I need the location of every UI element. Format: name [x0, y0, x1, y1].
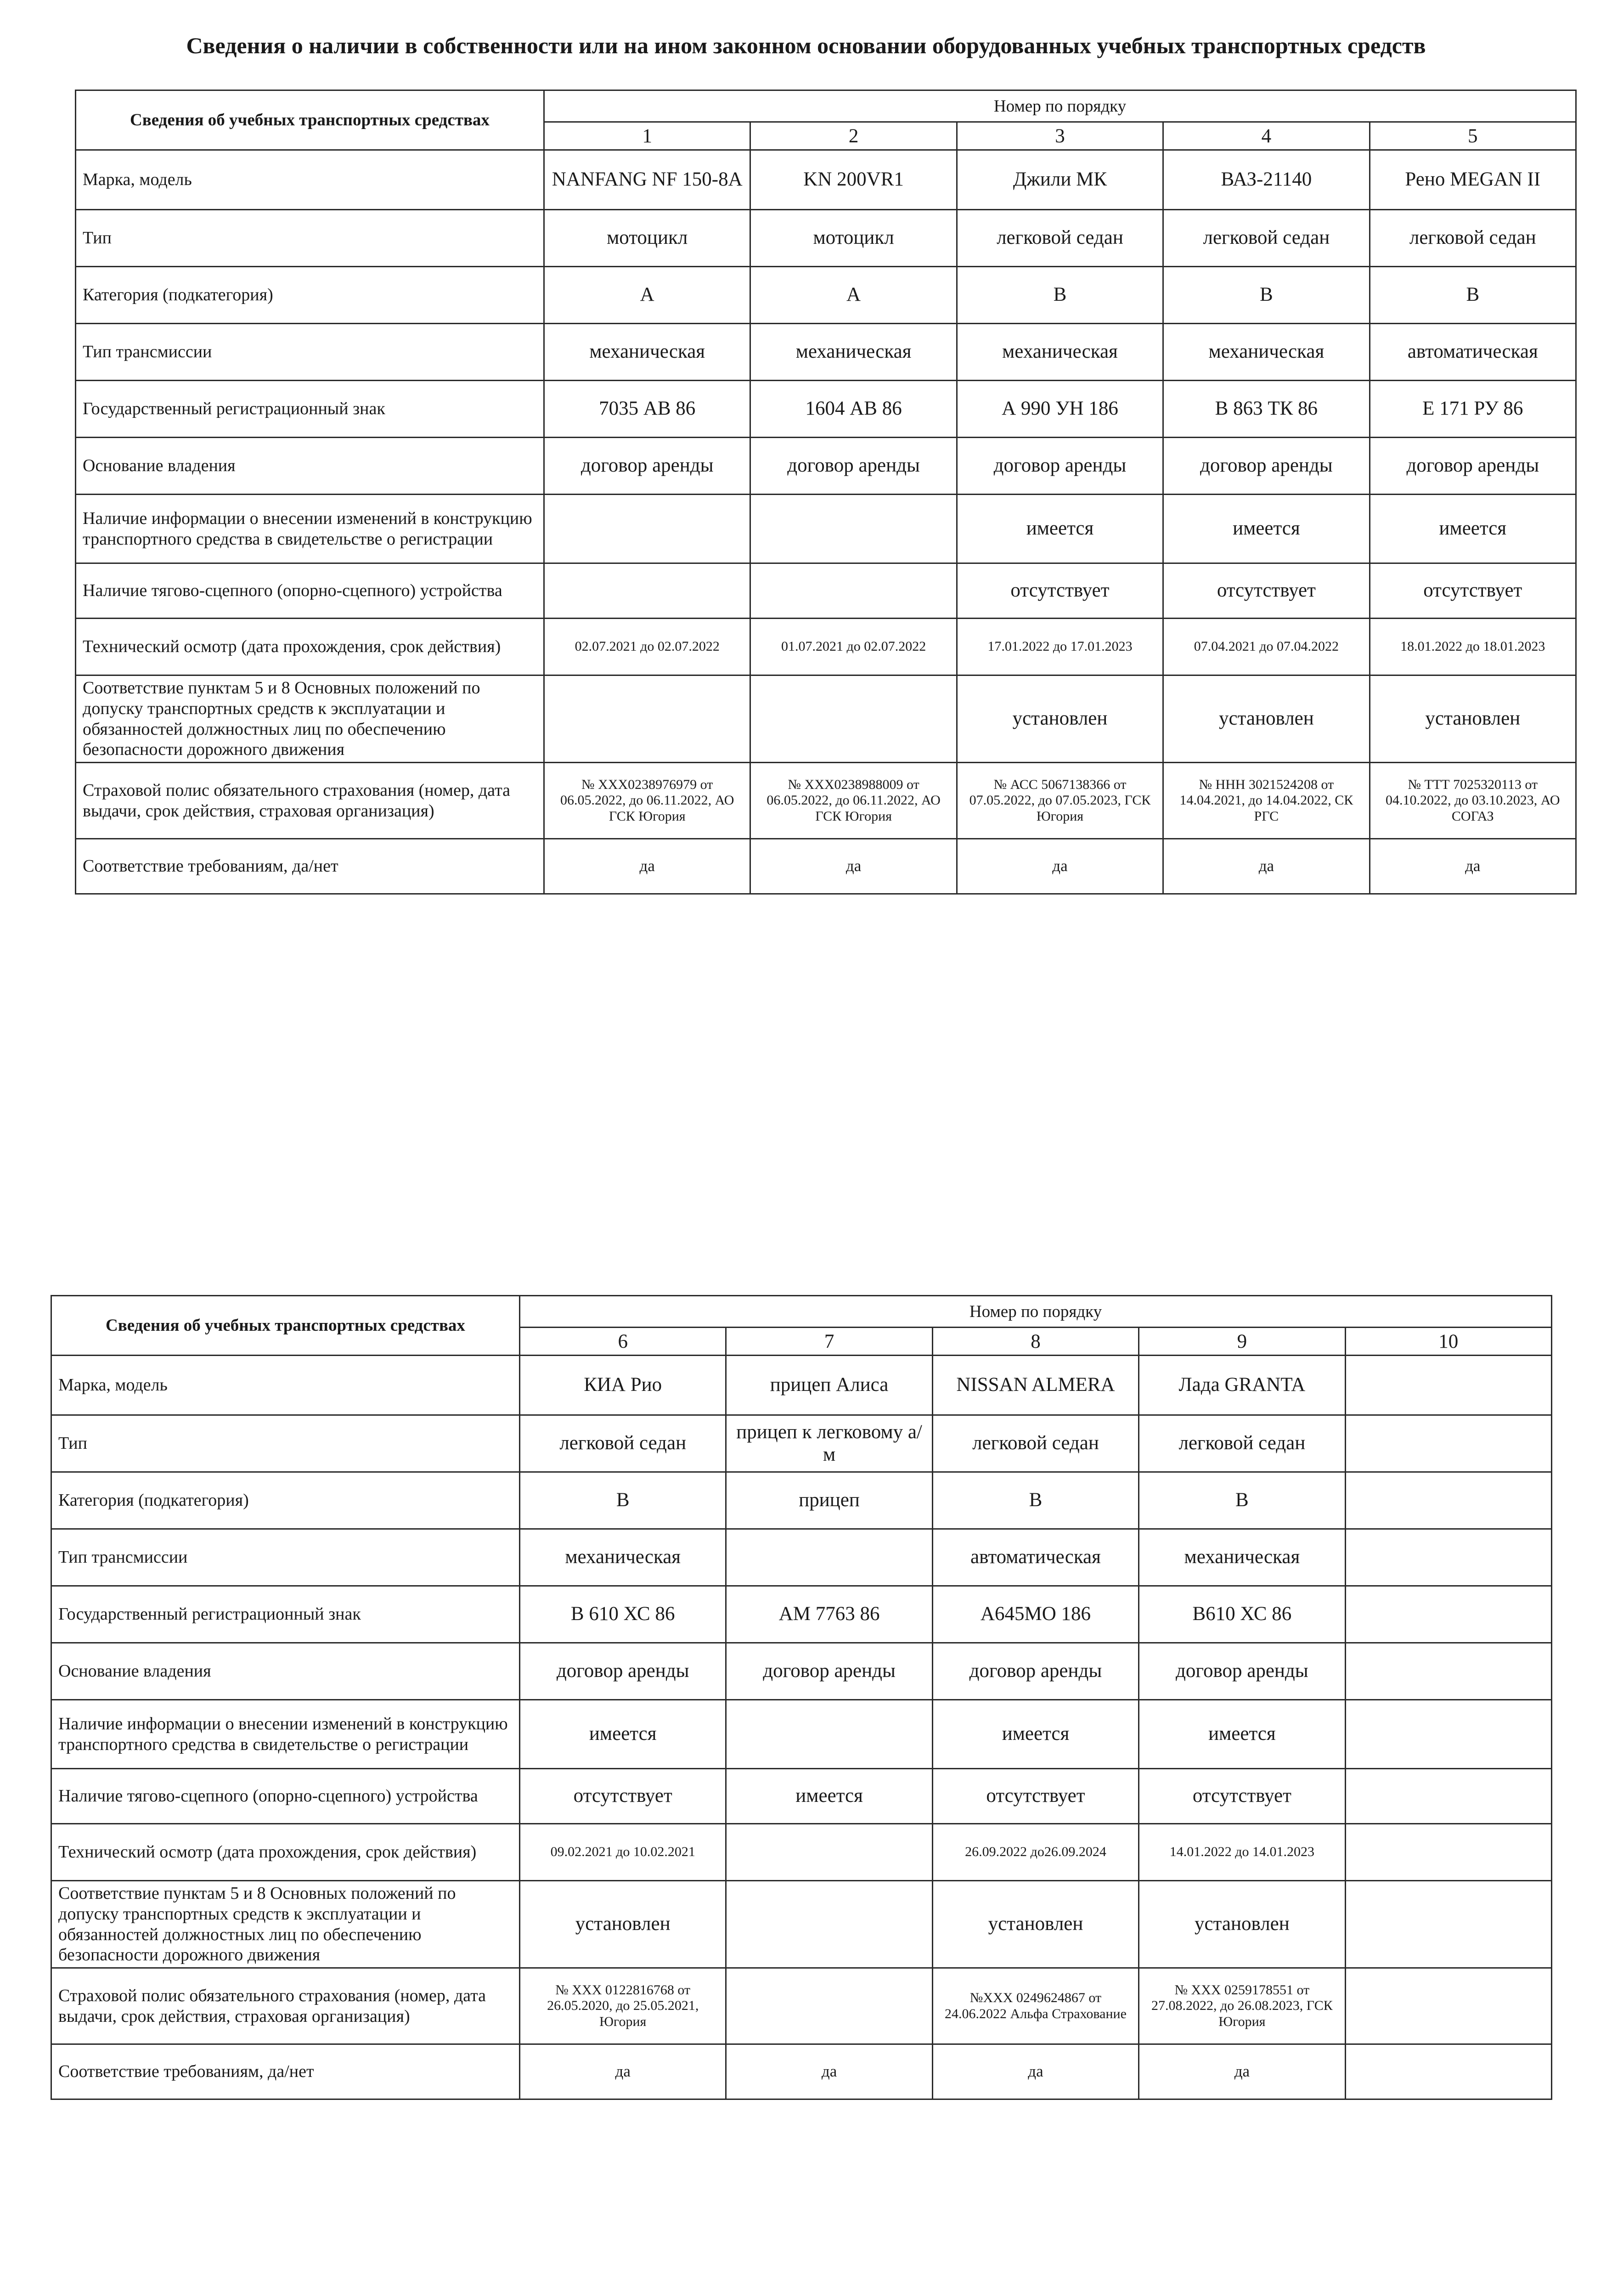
- table-cell: механическая: [1163, 324, 1370, 381]
- table-cell: АМ 7763 86: [726, 1586, 932, 1643]
- row-label: Основание владения: [76, 438, 544, 495]
- table-cell: 02.07.2021 до 02.07.2022: [544, 619, 750, 675]
- table-cell: NANFANG NF 150-8A: [544, 150, 750, 210]
- table-cell: имеется: [1370, 495, 1576, 563]
- table-cell: установлен: [1163, 675, 1370, 763]
- table-cell: мотоцикл: [750, 210, 957, 267]
- table-cell: автоматическая: [932, 1529, 1139, 1586]
- row-label: Наличие информации о внесении изменений в конструкцию транспортного средства в свидетельстве о регистрации: [51, 1700, 520, 1769]
- column-number: 10: [1345, 1328, 1551, 1356]
- table-cell: KN 200VR1: [750, 150, 957, 210]
- table-row: [76, 210, 1576, 267]
- table-cell: [1345, 1356, 1551, 1415]
- table-row: [51, 1586, 1552, 1643]
- table-cell: B: [1163, 267, 1370, 324]
- table-row: [76, 563, 1576, 619]
- row-label: Тип трансмиссии: [51, 1529, 520, 1586]
- table-row: [76, 438, 1576, 495]
- table-cell: прицеп Алиса: [726, 1356, 932, 1415]
- table-cell: отсутствует: [1139, 1769, 1345, 1824]
- row-label: Тип трансмиссии: [76, 324, 544, 381]
- number-header: Номер по порядку: [520, 1296, 1552, 1328]
- table-cell: В 610 ХС 86: [520, 1586, 726, 1643]
- table-cell: прицеп к легковому а/м: [726, 1415, 932, 1472]
- row-label: Технический осмотр (дата прохождения, срок действия): [51, 1824, 520, 1881]
- table-row: [51, 1968, 1552, 2044]
- table-cell: договор аренды: [1370, 438, 1576, 495]
- table-cell: установлен: [1139, 1881, 1345, 1968]
- table-cell: легковой седан: [1139, 1415, 1345, 1472]
- table-cell: договор аренды: [544, 438, 750, 495]
- table-cell: автоматическая: [1370, 324, 1576, 381]
- table-cell: легковой седан: [1370, 210, 1576, 267]
- table-cell: [1345, 1881, 1551, 1968]
- number-header: Номер по порядку: [544, 90, 1576, 122]
- table-row: [51, 1643, 1552, 1700]
- table-cell: B: [932, 1472, 1139, 1529]
- table-cell: [1345, 1415, 1551, 1472]
- table-cell: механическая: [957, 324, 1163, 381]
- row-label: Соответствие пунктам 5 и 8 Основных положений по допуску транспортных средств к эксплуатации и обязанностей должностных лиц по обеспечению безопасности дорожного движения: [76, 675, 544, 763]
- table-cell: 1604 АВ 86: [750, 381, 957, 438]
- vehicles-table-1: [75, 90, 1577, 895]
- table-cell: механическая: [1139, 1529, 1345, 1586]
- column-number: 6: [520, 1328, 726, 1356]
- table-cell: A: [750, 267, 957, 324]
- table-cell: [1345, 1586, 1551, 1643]
- table-cell: Лада GRANTA: [1139, 1356, 1345, 1415]
- table-cell: 01.07.2021 до 02.07.2022: [750, 619, 957, 675]
- table-cell: имеется: [520, 1700, 726, 1769]
- table-cell: договор аренды: [1139, 1643, 1345, 1700]
- row-label: Государственный регистрационный знак: [51, 1586, 520, 1643]
- table-cell: да: [957, 839, 1163, 894]
- table-cell: ВАЗ-21140: [1163, 150, 1370, 210]
- table-cell: B: [520, 1472, 726, 1529]
- table-cell: B: [957, 267, 1163, 324]
- row-label: Марка, модель: [51, 1356, 520, 1415]
- table-cell: имеется: [957, 495, 1163, 563]
- table-cell: [750, 563, 957, 619]
- table-cell: да: [520, 2044, 726, 2099]
- table-row: [76, 763, 1576, 839]
- table-row: [76, 619, 1576, 675]
- vehicles-table-2: [51, 1295, 1552, 2100]
- row-label: Наличие тягово-сцепного (опорно-сцепного) устройства: [51, 1769, 520, 1824]
- row-label: Соответствие требованиям, да/нет: [76, 839, 544, 894]
- table-cell: №ХХХ 0249624867 от 24.06.2022 Альфа Страхование: [932, 1968, 1139, 2044]
- table-cell: [726, 1824, 932, 1881]
- header-label: Сведения об учебных транспортных средствах: [76, 90, 544, 150]
- table-cell: [1345, 1769, 1551, 1824]
- table-cell: имеется: [1139, 1700, 1345, 1769]
- table-cell: мотоцикл: [544, 210, 750, 267]
- row-label: Тип: [51, 1415, 520, 1472]
- table-row: [76, 495, 1576, 563]
- table-cell: отсутствует: [520, 1769, 726, 1824]
- row-label: Соответствие пунктам 5 и 8 Основных положений по допуску транспортных средств к эксплуатации и обязанностей должностных лиц по обеспечению безопасности дорожного движения: [51, 1881, 520, 1968]
- table-cell: механическая: [520, 1529, 726, 1586]
- row-label: Технический осмотр (дата прохождения, срок действия): [76, 619, 544, 675]
- row-label: Марка, модель: [76, 150, 544, 210]
- table-cell: № ТТТ 7025320113 от 04.10.2022, до 03.10.2023, АО СОГАЗ: [1370, 763, 1576, 839]
- table-cell: № ХХХ0238976979 от 06.05.2022, до 06.11.2022, АО ГСК Югория: [544, 763, 750, 839]
- table-cell: да: [544, 839, 750, 894]
- table-cell: механическая: [544, 324, 750, 381]
- table-row: [51, 1881, 1552, 1968]
- row-label: Наличие информации о внесении изменений в конструкцию транспортного средства в свидетельстве о регистрации: [76, 495, 544, 563]
- table-row: [76, 150, 1576, 210]
- table-cell: договор аренды: [957, 438, 1163, 495]
- header-label: Сведения об учебных транспортных средствах: [51, 1296, 520, 1356]
- column-number: 8: [932, 1328, 1139, 1356]
- table-cell: [726, 1968, 932, 2044]
- table-row: [51, 1700, 1552, 1769]
- table-cell: договор аренды: [1163, 438, 1370, 495]
- table-cell: № АСС 5067138366 от 07.05.2022, до 07.05.2023, ГСК Югория: [957, 763, 1163, 839]
- table-cell: 09.02.2021 до 10.02.2021: [520, 1824, 726, 1881]
- table-cell: Джили МК: [957, 150, 1163, 210]
- table-cell: да: [1139, 2044, 1345, 2099]
- table-cell: А 990 УН 186: [957, 381, 1163, 438]
- table-cell: механическая: [750, 324, 957, 381]
- table-cell: имеется: [1163, 495, 1370, 563]
- document-title: Сведения о наличии в собственности или на ином законном основании оборудованных учебных транспортных средств: [186, 33, 1426, 58]
- table-cell: B: [1370, 267, 1576, 324]
- row-label: Страховой полис обязательного страхования (номер, дата выдачи, срок действия, страховая организация): [51, 1968, 520, 2044]
- table-cell: NISSAN ALMERA: [932, 1356, 1139, 1415]
- table-cell: имеется: [726, 1769, 932, 1824]
- row-label: Наличие тягово-сцепного (опорно-сцепного) устройства: [76, 563, 544, 619]
- row-label: Тип: [76, 210, 544, 267]
- table-cell: да: [932, 2044, 1139, 2099]
- table-cell: [726, 1881, 932, 1968]
- table-cell: установлен: [932, 1881, 1139, 1968]
- table-row: [76, 324, 1576, 381]
- table-cell: [1345, 1824, 1551, 1881]
- table-cell: [726, 1529, 932, 1586]
- table-cell: [726, 1700, 932, 1769]
- table-cell: [1345, 2044, 1551, 2099]
- table-row: [51, 1356, 1552, 1415]
- table-cell: легковой седан: [1163, 210, 1370, 267]
- table-cell: [1345, 1968, 1551, 2044]
- table-cell: договор аренды: [520, 1643, 726, 1700]
- table-row: [51, 1529, 1552, 1586]
- row-label: Страховой полис обязательного страхования (номер, дата выдачи, срок действия, страховая организация): [76, 763, 544, 839]
- table-cell: 07.04.2021 до 07.04.2022: [1163, 619, 1370, 675]
- table-row: [76, 381, 1576, 438]
- table-cell: № ХХХ 0122816768 от 26.05.2020, до 25.05.2021, Югория: [520, 1968, 726, 2044]
- table-cell: договор аренды: [726, 1643, 932, 1700]
- table-cell: отсутствует: [932, 1769, 1139, 1824]
- row-label: Соответствие требованиям, да/нет: [51, 2044, 520, 2099]
- column-number: 9: [1139, 1328, 1345, 1356]
- table-cell: отсутствует: [957, 563, 1163, 619]
- table-cell: [1345, 1643, 1551, 1700]
- row-label: Категория (подкатегория): [76, 267, 544, 324]
- table-cell: [1345, 1529, 1551, 1586]
- table-cell: легковой седан: [957, 210, 1163, 267]
- table-cell: отсутствует: [1370, 563, 1576, 619]
- table-cell: установлен: [957, 675, 1163, 763]
- table-cell: [544, 495, 750, 563]
- table-cell: установлен: [520, 1881, 726, 1968]
- table-cell: № ННН 3021524208 от 14.04.2021, до 14.04.2022, СК РГС: [1163, 763, 1370, 839]
- table-cell: 17.01.2022 до 17.01.2023: [957, 619, 1163, 675]
- table-cell: № ХХХ0238988009 от 06.05.2022, до 06.11.2022, АО ГСК Югория: [750, 763, 957, 839]
- column-number: 7: [726, 1328, 932, 1356]
- table-cell: [1345, 1700, 1551, 1769]
- column-number: 4: [1163, 122, 1370, 150]
- row-label: Основание владения: [51, 1643, 520, 1700]
- table-cell: [544, 675, 750, 763]
- table-cell: легковой седан: [520, 1415, 726, 1472]
- table-cell: да: [750, 839, 957, 894]
- table-cell: да: [726, 2044, 932, 2099]
- table-cell: 14.01.2022 до 14.01.2023: [1139, 1824, 1345, 1881]
- table-cell: договор аренды: [932, 1643, 1139, 1700]
- table-cell: B: [1139, 1472, 1345, 1529]
- table-row: [51, 1824, 1552, 1881]
- column-number: 5: [1370, 122, 1576, 150]
- column-number: 1: [544, 122, 750, 150]
- table-cell: 26.09.2022 до26.09.2024: [932, 1824, 1139, 1881]
- table-cell: В 863 ТК 86: [1163, 381, 1370, 438]
- table-cell: отсутствует: [1163, 563, 1370, 619]
- table-cell: Е 171 РУ 86: [1370, 381, 1576, 438]
- table-cell: Рено MEGAN II: [1370, 150, 1576, 210]
- table-row: [51, 2044, 1552, 2099]
- table-row: [51, 1415, 1552, 1472]
- column-number: 3: [957, 122, 1163, 150]
- table-row: [51, 1472, 1552, 1529]
- table-cell: 7035 АВ 86: [544, 381, 750, 438]
- table-cell: установлен: [1370, 675, 1576, 763]
- table-cell: [750, 495, 957, 563]
- table-row: [51, 1769, 1552, 1824]
- table-cell: договор аренды: [750, 438, 957, 495]
- row-label: Категория (подкатегория): [51, 1472, 520, 1529]
- column-number: 2: [750, 122, 957, 150]
- table-cell: [1345, 1472, 1551, 1529]
- table-cell: [544, 563, 750, 619]
- row-label: Государственный регистрационный знак: [76, 381, 544, 438]
- table-cell: да: [1370, 839, 1576, 894]
- table-cell: № ХХХ 0259178551 от 27.08.2022, до 26.08.2023, ГСК Югория: [1139, 1968, 1345, 2044]
- table-cell: A: [544, 267, 750, 324]
- table-row: [76, 267, 1576, 324]
- table-cell: имеется: [932, 1700, 1139, 1769]
- table-row: [76, 839, 1576, 894]
- table-row: [76, 675, 1576, 763]
- table-cell: да: [1163, 839, 1370, 894]
- table-cell: [750, 675, 957, 763]
- table-cell: А645МО 186: [932, 1586, 1139, 1643]
- table-cell: В610 ХС 86: [1139, 1586, 1345, 1643]
- table-cell: КИА Рио: [520, 1356, 726, 1415]
- table-cell: 18.01.2022 до 18.01.2023: [1370, 619, 1576, 675]
- table-cell: прицеп: [726, 1472, 932, 1529]
- table-cell: легковой седан: [932, 1415, 1139, 1472]
